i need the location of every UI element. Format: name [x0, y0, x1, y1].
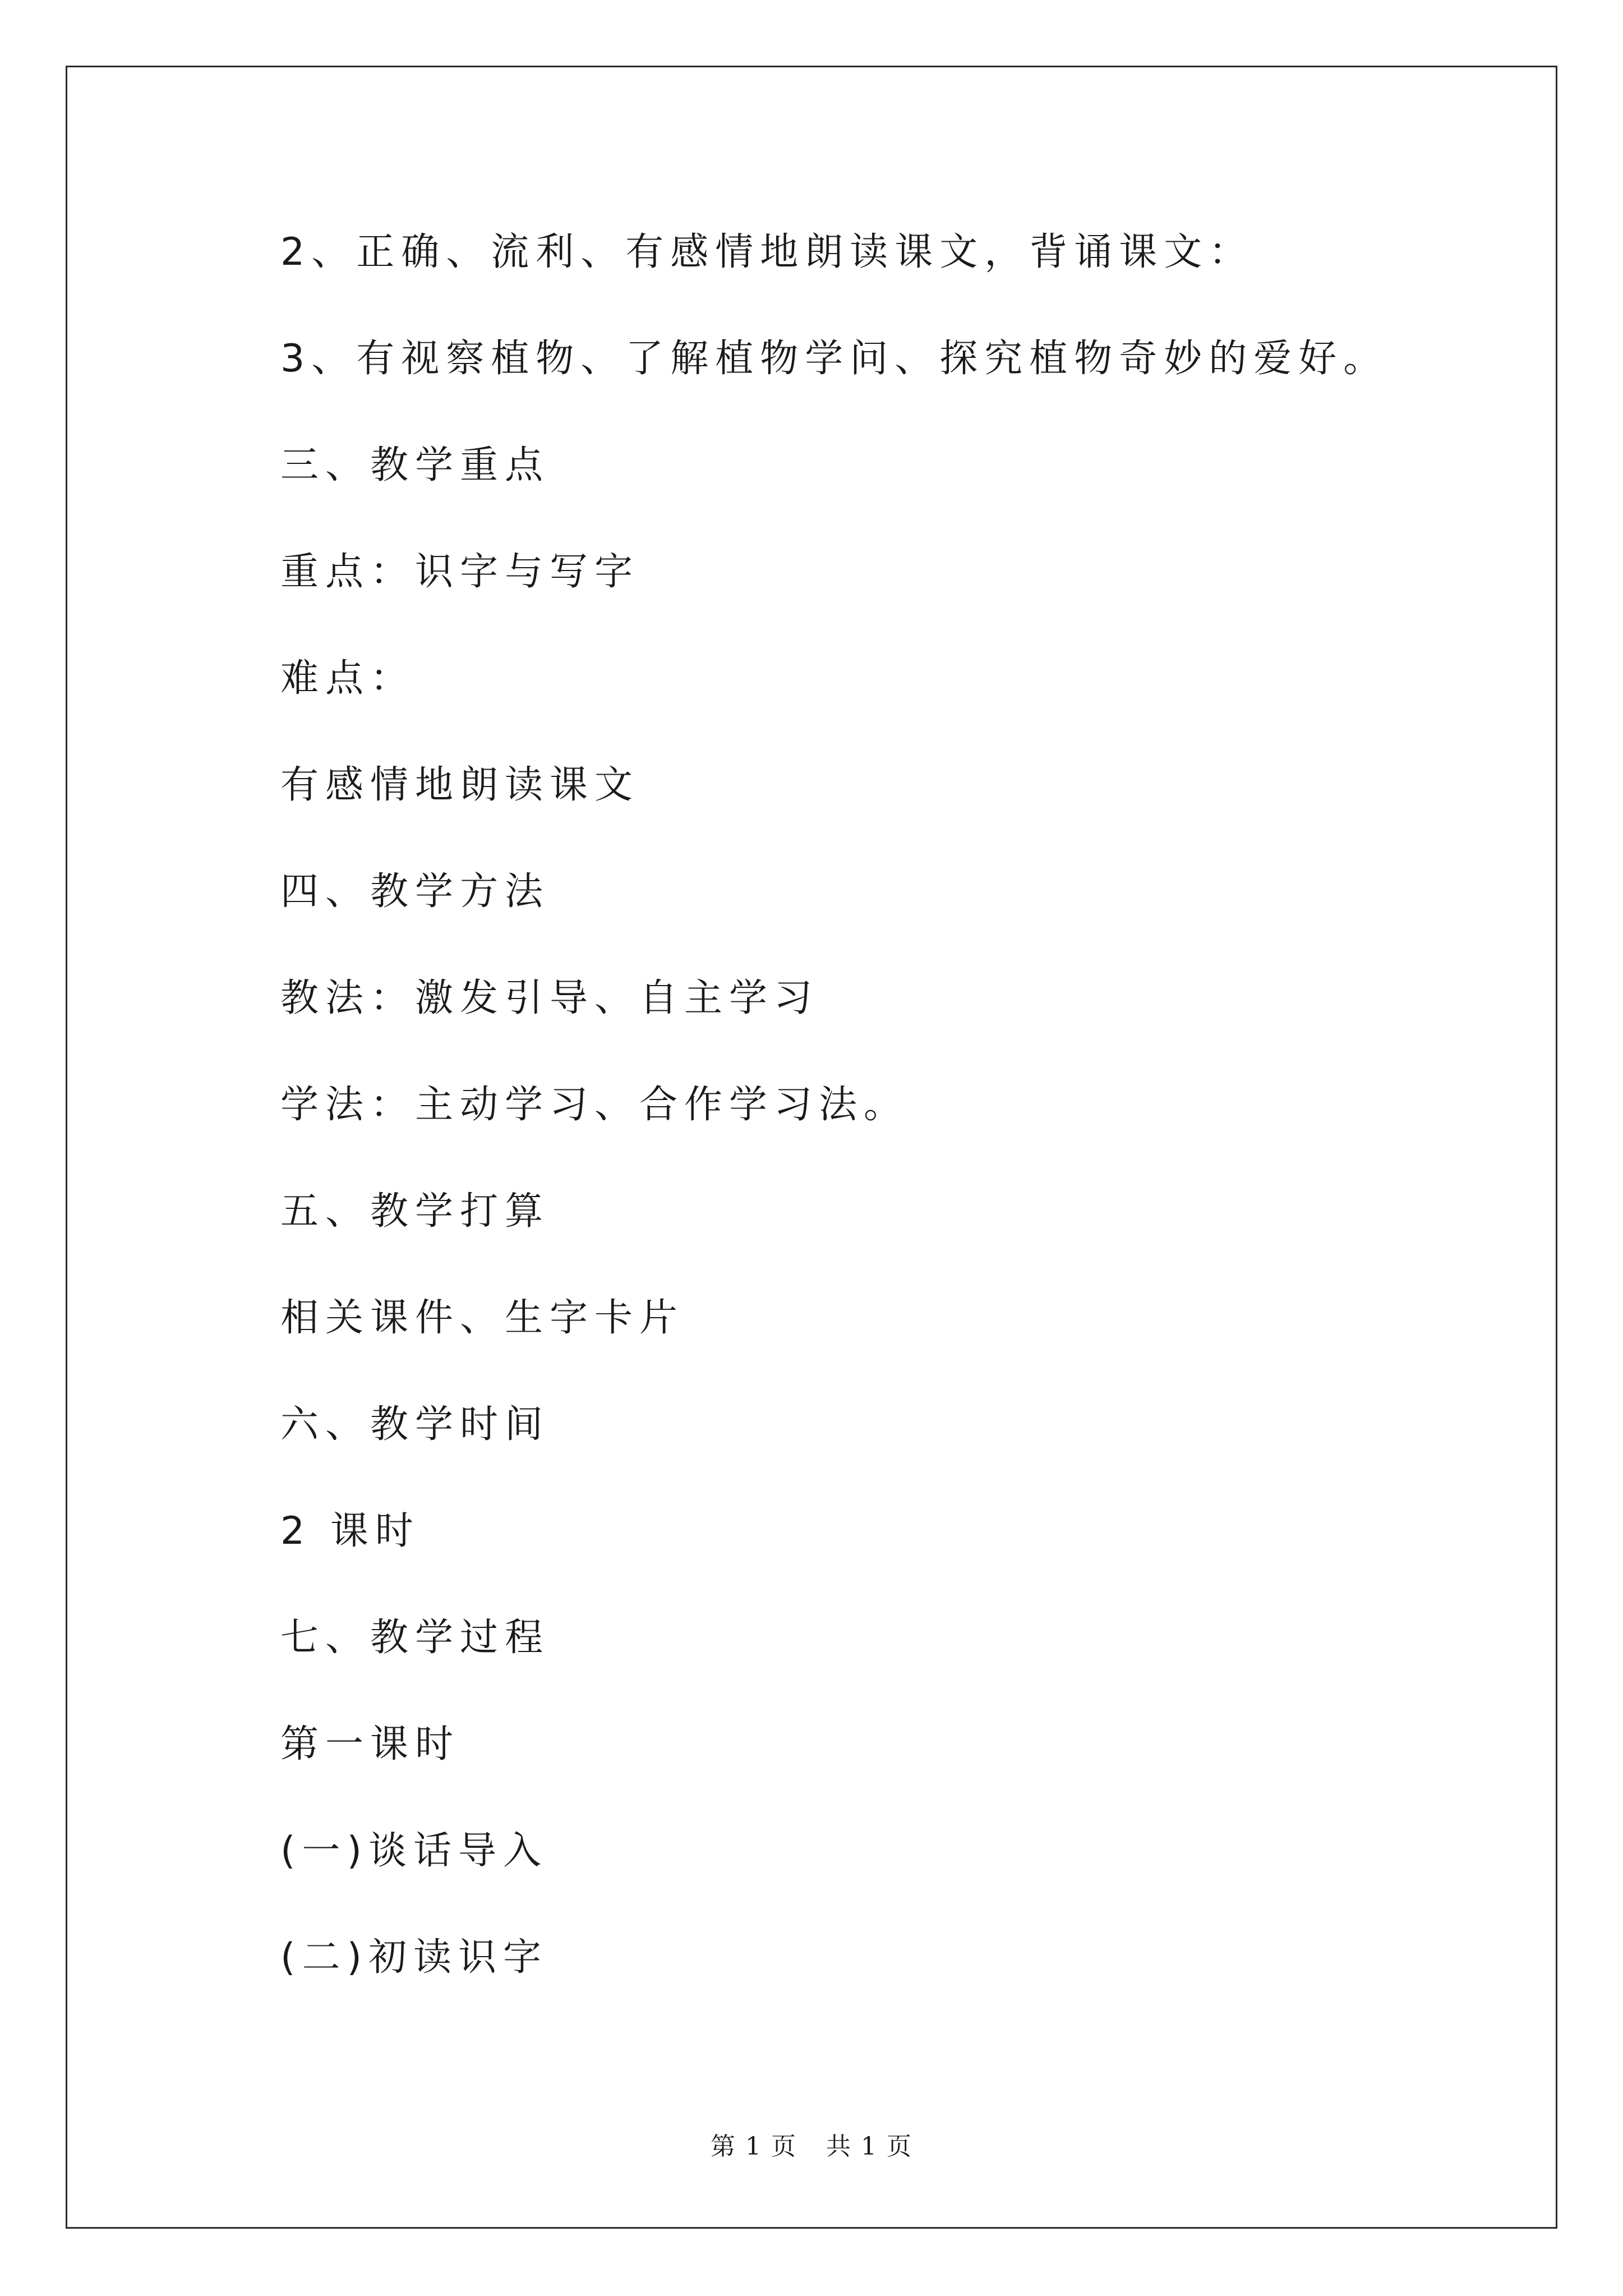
objective-2: 2、正确、流利、有感情地朗读课文，背诵课文： [280, 230, 1254, 274]
section-heading-key-points: 三、教学重点 [280, 443, 550, 487]
teaching-method: 教法：激发引导、自主学习 [280, 976, 819, 1020]
section-heading-time: 六、教学时间 [280, 1402, 550, 1447]
time-text: 2 课时 [280, 1509, 420, 1553]
step-one: (一)谈话导入 [280, 1829, 548, 1873]
key-point: 重点：识字与写字 [280, 550, 640, 594]
section-heading-preparation: 五、教学打算 [280, 1189, 550, 1234]
objective-3: 3、有视察植物、了解植物学问、探究植物奇妙的爱好。 [280, 337, 1389, 381]
learning-method: 学法：主动学习、合作学习法。 [280, 1083, 909, 1127]
section-heading-methods: 四、教学方法 [280, 869, 550, 914]
difficulty-label: 难点： [280, 656, 416, 701]
page-count: 共 1 页 [826, 2132, 912, 2161]
lesson-one-heading: 第一课时 [280, 1722, 460, 1766]
document-body [280, 222, 1514, 2033]
difficulty-text: 有感情地朗读课文 [280, 763, 640, 807]
section-heading-process: 七、教学过程 [280, 1616, 550, 1660]
step-two: (二)初读识字 [280, 1935, 548, 1980]
page-footer [0, 2126, 1623, 2162]
page-number: 第 1 页 [711, 2132, 797, 2161]
preparation-text: 相关课件、生字卡片 [280, 1296, 685, 1340]
